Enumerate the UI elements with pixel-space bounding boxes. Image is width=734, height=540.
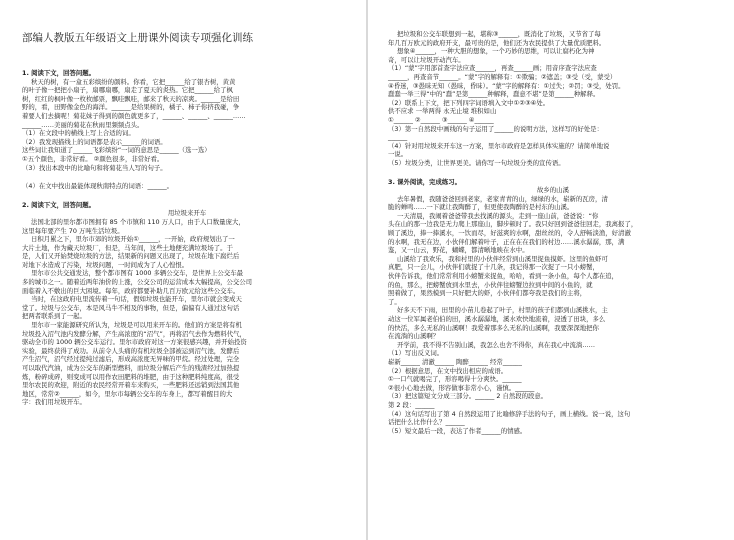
passage-line: 法国北部的里尔都市图拥有 85 个市镇和 110 万人口，由于人口数量庞大， [30, 217, 245, 226]
section-1-questions [22, 129, 352, 191]
article-title: 用垃圾来开车 [167, 209, 207, 218]
passage-line: 大片土地，作为藏天垃圾厂，但是，马年间，这些土地便充满垃圾场了。于 [22, 243, 233, 252]
passage-line: 里尔市公共交通发达，整个都市图有 1000 多辆公交车，是世界上公交车最 [30, 269, 243, 278]
passage-line: 伙伴告诉我，他们常常利用小螃蟹来捉鱼，哈哈，看到一条小鱼，每个人都在追， [388, 272, 619, 281]
document-title: 部编人教版五年级语文上册课外阅读专项强化训练 [22, 32, 253, 44]
passage-line: 是，人们又开始焚烧垃圾的方法，结果新的问题又出现了，垃圾在地下腐烂后 [22, 252, 240, 261]
left-page [0, 0, 366, 540]
passage-line: 想象④______，一种大胆的想象，一个巧妙的思维，可以让腐朽化为神 [396, 47, 595, 56]
passage-line: 年几百万欧元的政府开支，最可贵的是，他们还为农民提供了大量优质肥料。 [388, 38, 606, 47]
question-line: 这些词让我知道了______飞彩缤纷“一词的意思是______（选一选） [22, 146, 211, 155]
question-line: ①五个颜色，非常好看。 ②颜色很多，非常好看。 [22, 154, 164, 163]
passage-line: 把垃圾和公交车联想到一起，堪称③______，既消化了垃圾，又节省了每 [396, 30, 601, 38]
passage-line: 好多天不下雨，田里的小苗儿卷起了叶子，村里的孩子们都到山溪挑水，主 [396, 306, 608, 315]
passage-line: 开学前，我不得不告别山溪，我怎么也舍不得你，真在我心中流淌…… [396, 340, 596, 349]
passage-line: 垃圾投入沼气池内发酵分解，产生高浓度的“沼气”，再将沼气去作为燃料代气， [22, 329, 246, 338]
passage-line: 多的城市之一。随着近两年油价的上涨，公交公司的运营成本大幅提高，公交公司 [22, 278, 253, 287]
article-title: 故乡的山溪 [537, 186, 569, 195]
question-line: （2）我发现描线上的词语都是表示______的词语。 [22, 137, 167, 146]
section-2-heading: 2. 阅读下文，回答问题。 [22, 200, 96, 209]
section-3-passage [388, 195, 718, 436]
passage-line: 炼，粉碎成碎，则变成可以用作农田肥料的堆肥，由于这种肥料纯度高，很受 [22, 372, 240, 381]
question-line: 第 2 段：______ [388, 400, 435, 409]
question-line: ②很小心地去做，形容做事非常小心，谨慎。______ [388, 383, 535, 392]
section-2-passage [22, 218, 352, 407]
passage-line: 这里每年要产生 70 万吨生活垃圾。 [22, 226, 124, 235]
right-page-content [368, 0, 734, 540]
question-line: 供不应求 一举两得 永无止境 堆积如山 [388, 107, 497, 116]
question-line: （1）在文段中的横线上写上合适的词。 [22, 129, 135, 138]
passage-line: 驱动全市的 1000 辆公交车运行。里尔市政府对这一方案很感兴趣，并开始投资 [22, 338, 247, 347]
passage-line: 头在山的那一边我是无力爬上那座山，脚步顿时了。我只好回到爸爸往回走，我离报了， [388, 220, 638, 229]
passage-line: 真肥，只一会儿，小伙伴们就捉了十几条，我记得那一次捉了一只小螃蟹， [388, 263, 599, 272]
section-2-continued [388, 30, 718, 168]
passage-line: 的鱼，那么，把螃蟹放到水里去，小伙伴往螃蟹边拉到中间的小鱼的，就 [388, 280, 593, 289]
left-page-content [0, 0, 366, 540]
passage-line: 的快活，多么无私的山溪啊！我爱着那多么无私的山溪啊，我要深深地把你 [388, 323, 599, 332]
passage-line: 奇，可以让垃圾开动汽车。 [388, 55, 465, 64]
question-line: （2）联系上下文，把下列四字词语填入文中①②③④处。 [388, 98, 550, 107]
passage-line: 一天清晨，我闹着爸爸带我去找溪的源头，走到一座山前，爸爸说：“你 [396, 211, 599, 220]
passage-line: 日积月累之下，里尔市郊的垃圾开始①______，一开始，政府规划出了一 [30, 235, 235, 244]
question-line: （5）短文最后一段，表达了作者______的情感。 [388, 426, 527, 435]
passage-line: 了。 [388, 297, 401, 306]
passage-line: 地区，常常②______，如今，里尔市每辆公交车的车身上，都写着醒目的大 [22, 389, 233, 398]
passage-line: 的水啊，我无在边，小伙伴们解着叶子，正在在在我们的村边……溪水潺潺，那，满 [388, 237, 625, 246]
passage-line: 秋天的树，有一盒五彩缤纷的颜料。你看，它把______给了银杏树，黄黄 [30, 77, 236, 86]
passage-line: 鉴，又一山云，野花，蝴蝶，都清晰地映在水中。 [388, 246, 529, 255]
passage-line: 的叶子像一把把小扇子，扇哪扇哪，扇走了夏天的炎热。它把______给了枫 [22, 86, 233, 95]
passage-line: 顾了溪边，捧一捧溪水，一饮而尽，好滋爽的水啊，甜丝丝的，令人舒畅淡渔，好清澈 [388, 229, 631, 238]
passage-line: 堂了。垃圾与公交车，本是风马牛不相及的事物，但是，偏偏有人通过这句话 [22, 303, 240, 312]
passage-line: 山溪给了我欢乐，我和村里的小伙伴经常到山溪里捉鱼摸虾。这里的鱼虾可 [396, 254, 608, 263]
question-line: （3）找出本段中的比喻句和将菊花当人写的句子。 [22, 163, 167, 172]
passage-line: 去年暑假，我随爸爸回到老家，老家青青的山，绿绿的水，崭新的瓦房，清 [396, 194, 608, 203]
passage-line: 面临着入不敷出的巨大困境。每年，政府都要补助几百万欧元给这些公交车。 [22, 286, 240, 295]
passage-line: 实验，最终获得了成功。从前令人头痛的有机垃圾全部被运到沼气池，发酵后 [22, 346, 240, 355]
section-3-heading: 3. 课外阅读，完成练习。 [388, 177, 462, 186]
question-line: （3）第一自然段中画线的句子运用了______的说明方法，这样写的好处是： [388, 124, 603, 133]
question-line: （4）在文中找出最能体现秋南特点的词语：______。 [22, 182, 174, 191]
passage-line: 里尔市一家能源研究所认为，垃圾是可以用来开车的。他们的方案是将有机 [30, 321, 242, 330]
passage-line: 当时，在这政府电里流传着一句话，假如垃圾也能开车，里尔市就会变成天 [30, 295, 242, 304]
question-line: ①一口气就喝完了，形容喝得十分爽快。______ [388, 375, 522, 384]
passage-line: 把两者联系到了一起。 [22, 312, 86, 321]
passage-line: 对地下水造成了污染，垃圾问题，一时间成为了人心惶恨。 [22, 260, 189, 269]
section-1-passage [22, 78, 352, 130]
question-line: 话把什么比作什么？______ [388, 418, 465, 427]
passage-line: 动这一位军属老伯伯的田，溪水潺潺地，溪水欢快地流着，浸透了田块，多么 [388, 315, 606, 323]
question-line: ①______ ②______ ③______ ④______ [388, 115, 494, 124]
passage-line: 着要人们去摘呢！菊花妹子得到的颜色就更多了，______、______、______…… [22, 111, 246, 120]
question-line: 崭新______ 清澈______ 陶醉______ 经常______ [388, 357, 522, 366]
question-line: （1）写出反义词。 [388, 349, 444, 358]
question-line: （4）这句话写出了第 4 自然段运用了比喻修辞手法的句子，画上横线。说一说，这句 [388, 409, 631, 418]
passage-line: 字：我们用垃圾开车。 [22, 398, 86, 407]
passage-line: 脆的蝉鸣……一下就让我陶醉了，但更使我陶醉的是村东的山溪。 [388, 203, 574, 212]
passage-line: 树，红红的枫叶像一枚枚邮票，飘哇飘哇，邮来了秋天的凉爽。______是给田 [22, 94, 240, 103]
section-1-heading: 1. 阅读下文，回答问题。 [22, 69, 96, 77]
question-line: 蠢蠢一举三得“中的“蠢”是第______种解释，蠢意不堪”是第______种解释。 [388, 90, 600, 99]
question-line: （2）根据意思，在文中找出相应的成语。 [388, 366, 508, 375]
passage-line: 照着做了，果然模到一只好肥大的虾，小伙伴们都夸我是我们的主将， [388, 289, 587, 298]
question-line: 一说。 [388, 150, 408, 159]
passage-line: 野的，看，田野像金色的海洋。______是给果树的，橘子、柿子你挤我碰，争 [22, 103, 240, 112]
question-line: ④昏迷，③愚昧无知（愚昧，昏昧）。“蒙”字的解释有：①过失；②罚；③受，处罚。 [388, 81, 625, 90]
passage-line: 可以取代汽油，成为公交车的新型燃料，而垃圾分解后产生的残渣经过加热提 [22, 364, 240, 372]
passage-line: 里尔农民的欢迎，附近的农民经常开着车来购买，一些肥料还远销到法国其他 [22, 381, 240, 390]
right-page [368, 0, 734, 540]
question-line: ______，再查音节______。“蒙”字的解释有：①欺骗；②遮盖；③受（受，蒙受） [388, 72, 617, 81]
passage-line: ______……美丽的菊花在秋雨里频频点头。 [22, 120, 144, 129]
question-line: （3）把这篇短文分成三部分。______ 2 自然段的段意。 [388, 392, 548, 401]
question-line: （4）针对用垃圾来开车这一方案，里尔市政府是怎样具体实施的？请简单地说 [388, 141, 610, 150]
question-line: （1）“蒙”字用部首查字法应查______，再查______画；用音序查字法应查 [388, 64, 597, 73]
question-line: （5）垃圾分类，让世界更美。请你写一句垃圾分类的宣传语。 [388, 158, 565, 167]
question-line: ______ [388, 133, 408, 142]
passage-line: 在流淌的山溪啊？ [388, 332, 440, 341]
passage-line: 产生沼气，沼气经过提纯过滤后，形成高浓度无异味的甲烷。经过处理，完全 [22, 355, 240, 364]
